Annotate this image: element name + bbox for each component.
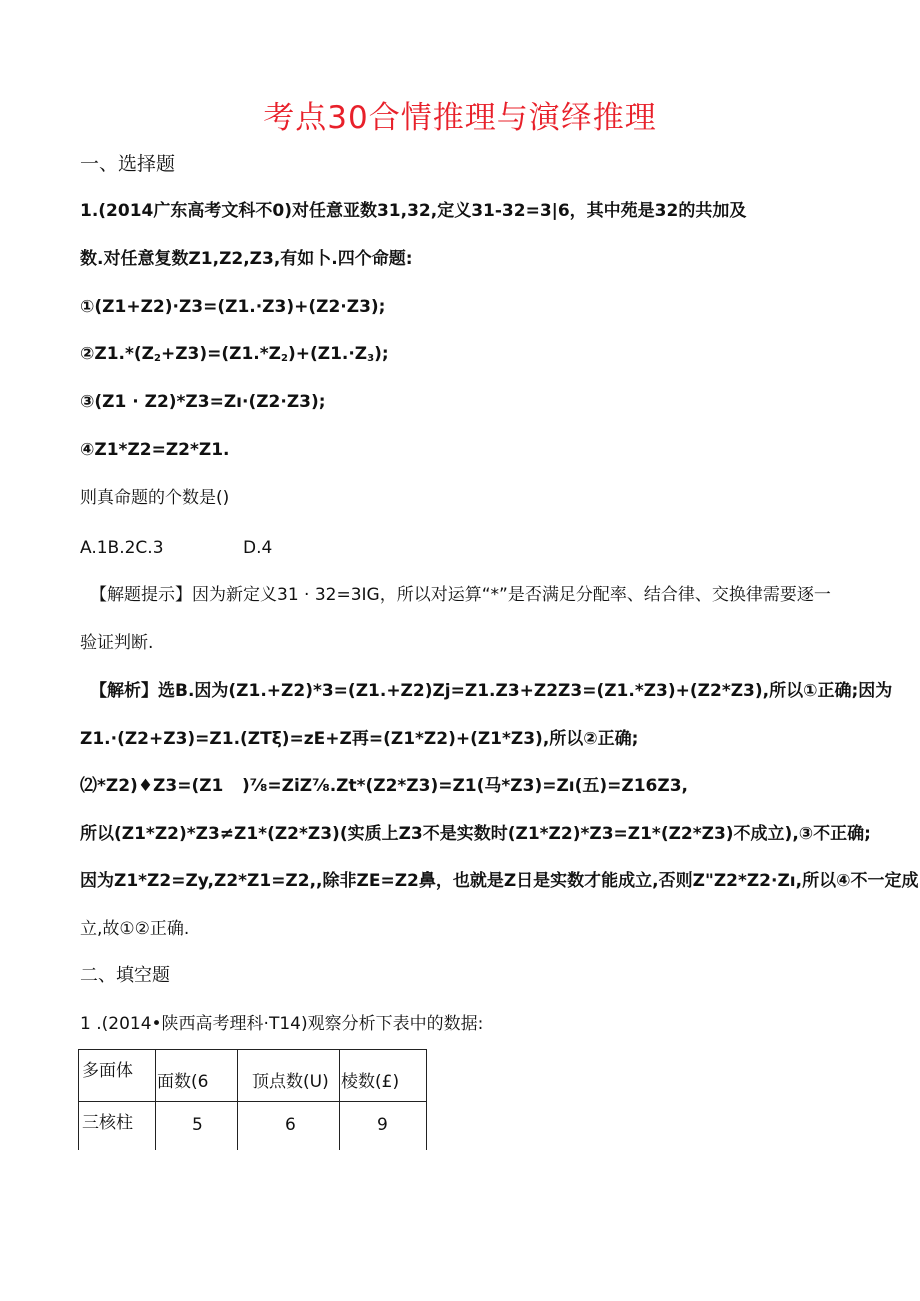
question-2-line1: 1 .(2014•陕西高考理科·T14)观察分析下表中的数据: [80,1014,484,1034]
table-header-cell: 顶点数(U) [237,1049,340,1102]
question-1-line1: 1.(2014广东高考文科不0)对任意亚数31,32,定义31-32=3|6，其中苑是32的共加及 [80,201,747,221]
hint-line1: 【解题提示】因为新定义31 · 32=3IG，所以对运算“*”是否满足分配率、结合律、交换律需要逐一 [90,585,831,605]
page-title: 考点30合情推理与演绎推理 [263,100,657,136]
analysis-line4: 所以(Z1*Z2)*Z3≠Z1*(Z2*Z3)(实质上Z3不是实数时(Z1*Z2)*Z3=Z1*(Z2*Z3)不成立),③不正确; [80,824,871,844]
question-1-line2: 数.对任意复数Z1,Z2,Z3,有如卜.四个命题: [80,249,413,269]
proposition-2: $②Z1.*(Z_2+Z3)=(Z1.*Z_2)+(Z1.\cdot Z_3)$; [80,344,389,364]
table-header-cell: 面数(6 [155,1049,238,1102]
answer-options: A.1B.2C.3 [80,538,164,558]
proposition-4: ④Z1*Z2=Z2*Z1. [80,440,230,460]
table-cell: 5 [155,1101,238,1150]
proposition-3: ③(Z1 · Z2)*Z3=Zı·(Z2·Z3); [80,392,326,412]
table-header-cell: 多面体 [78,1049,156,1102]
analysis-line2: Z1.·(Z2+Z3)=Z1.(ZTξ)=zE+Z再=(Z1*Z2)+(Z1*Z3),所以②正确; [80,729,639,749]
analysis-line3a: ⑵*Z2)♦Z3=(Z1 [80,776,224,796]
table-cell: 6 [237,1101,340,1150]
question-prompt: 则真命题的个数是() [80,488,230,508]
analysis-line6: 立,故①②正确. [80,919,190,939]
analysis-line1: 【解析】选B.因为(Z1.+Z2)*3=(Z1.+Z2)Zj=Z1.Z3+Z2Z3=(Z1.*Z3)+(Z2*Z3),所以①正确;因为 [90,681,893,701]
table-cell: 9 [339,1101,427,1150]
section-heading-fill: 二、填空题 [80,965,170,986]
table-cell: 三核柱 [78,1101,156,1150]
answer-option-d: D.4 [243,538,273,558]
proposition-1: ①(Z1+Z2)·Z3=(Z1.·Z3)+(Z2·Z3); [80,297,386,317]
table-header-cell: 棱数(£) [339,1049,427,1102]
hint-line2: 验证判断. [80,633,154,653]
section-heading-choice: 一、选择题 [80,153,176,175]
analysis-line5: 因为Z1*Z2=Zy,Z2*Z1=Z2,,除非ZE=Z2鼻，也就是Z日是实数才能成立,否则Z"Z2*Z2·Zı,所以④不一定成 [80,871,919,891]
analysis-line3b: )⅞=ZiZ⅞.Zt*(Z2*Z3)=Z1(马*Z3)=Zı(五)=Z16Z3, [242,776,688,796]
